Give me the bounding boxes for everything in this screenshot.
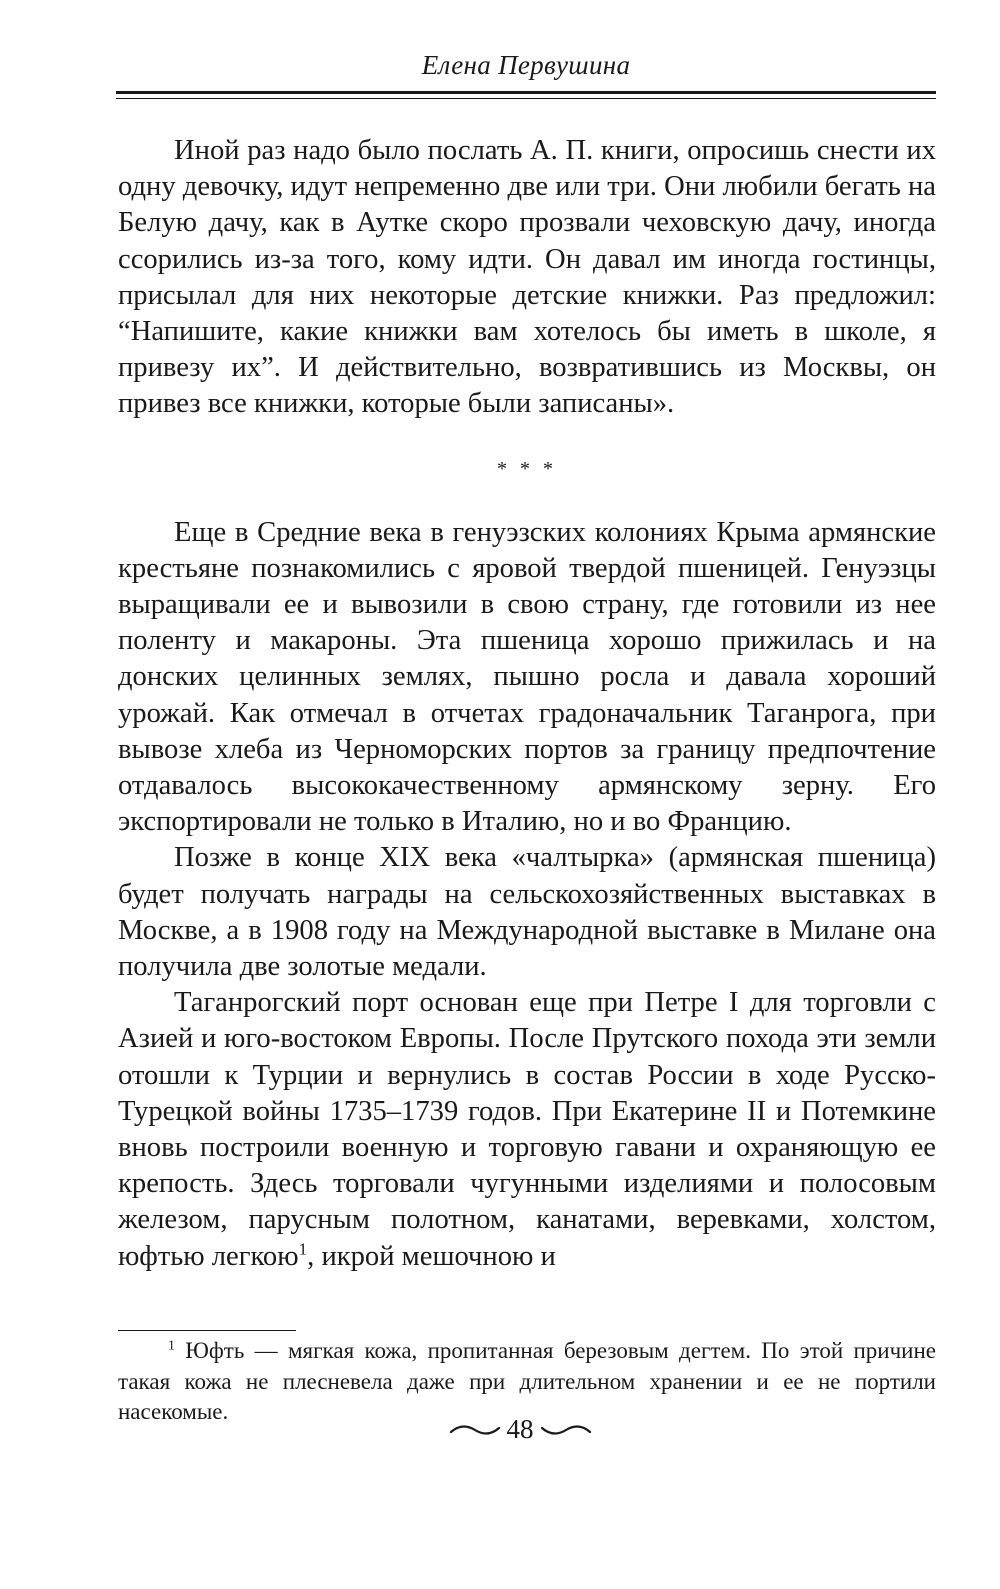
paragraph-text: Таганрогский порт основан еще при Петре I для торговли с Азией и юго-востоком Европы. После Прутского похода эти земли отошли к Турции и вернулись в состав России в ходе Русско-Турецкой войны 1735–1739 годов. При Екатерине II и Потемкине вновь построили военную и торговую гавани и охраняющую ее крепость. Здесь торговали чугунными изделиями и полосовым железом, парусным полотном, канатами, веревками, холстом, юфтью легкою xyxy=(118,987,936,1272)
footnote-rule xyxy=(118,1330,296,1331)
header-rule-thin xyxy=(116,98,936,99)
paragraph: Позже в конце XIX века «чалтырка» (армянская пшеница) будет получать награды на сельскохозяйственных выставках в Москве, а в 1908 году на Международной выставке в Милане она получила две золотые медали. xyxy=(118,842,936,983)
page-number: 48 xyxy=(506,1414,534,1445)
paragraph-tail: , икрой мешочною и xyxy=(307,1240,556,1272)
footnote-reference[interactable]: 1 xyxy=(298,1239,308,1259)
page-footer xyxy=(0,1412,1000,1445)
paragraph: Иной раз надо было послать А. П. книги, опросишь снести их одну девочку, идут непременно две или три. Они любили бегать на Белую дачу, как в Аутке скоро прозвали чеховскую дачу, иногда ссорились из-за того, кому идти. Он давал им иногда гостинцы, присылал для них некоторые детские книжки. Раз предложил: “Напишите, какие книжки вам хотелось бы иметь в школе, я привезу их”. И действительно, возвратившись из Москвы, он привез все книжки, которые были записаны». xyxy=(118,135,936,420)
paragraph: Еще в Средние века в генуэзских колониях Крыма армянские крестьяне познакомились с яровой твердой пшеницей. Генуэзцы выращивали ее и вывозили в свою страну, где готовили из нее поленту и макароны. Эта пшеница хорошо прижилась и на донских целинных землях, пышно росла и давала хороший урожай. Как отмечал в отчетах градоначальник Таганрога, при вывозе хлеба из Черноморских портов за границу предпочтение отдавалось высококачественному армянскому зерну. Его экспортировали не только в Италию, но и во Францию. xyxy=(118,516,936,838)
left-ornament-icon xyxy=(449,1423,501,1437)
section-separator: * * * xyxy=(497,457,557,480)
main-text xyxy=(118,133,936,1275)
header-rule-thick xyxy=(116,91,936,94)
footnote-text: Юфть — мягкая кожа, пропитанная березовым дегтем. По этой причине такая кожа не плесневела даже при длительном хранении и ее не портили насекомые. xyxy=(118,1338,937,1424)
footnote-marker: 1 xyxy=(168,1337,175,1353)
running-head-author: Елена Первушина xyxy=(421,50,631,80)
right-ornament-icon xyxy=(540,1423,592,1437)
paragraph xyxy=(118,985,936,1275)
